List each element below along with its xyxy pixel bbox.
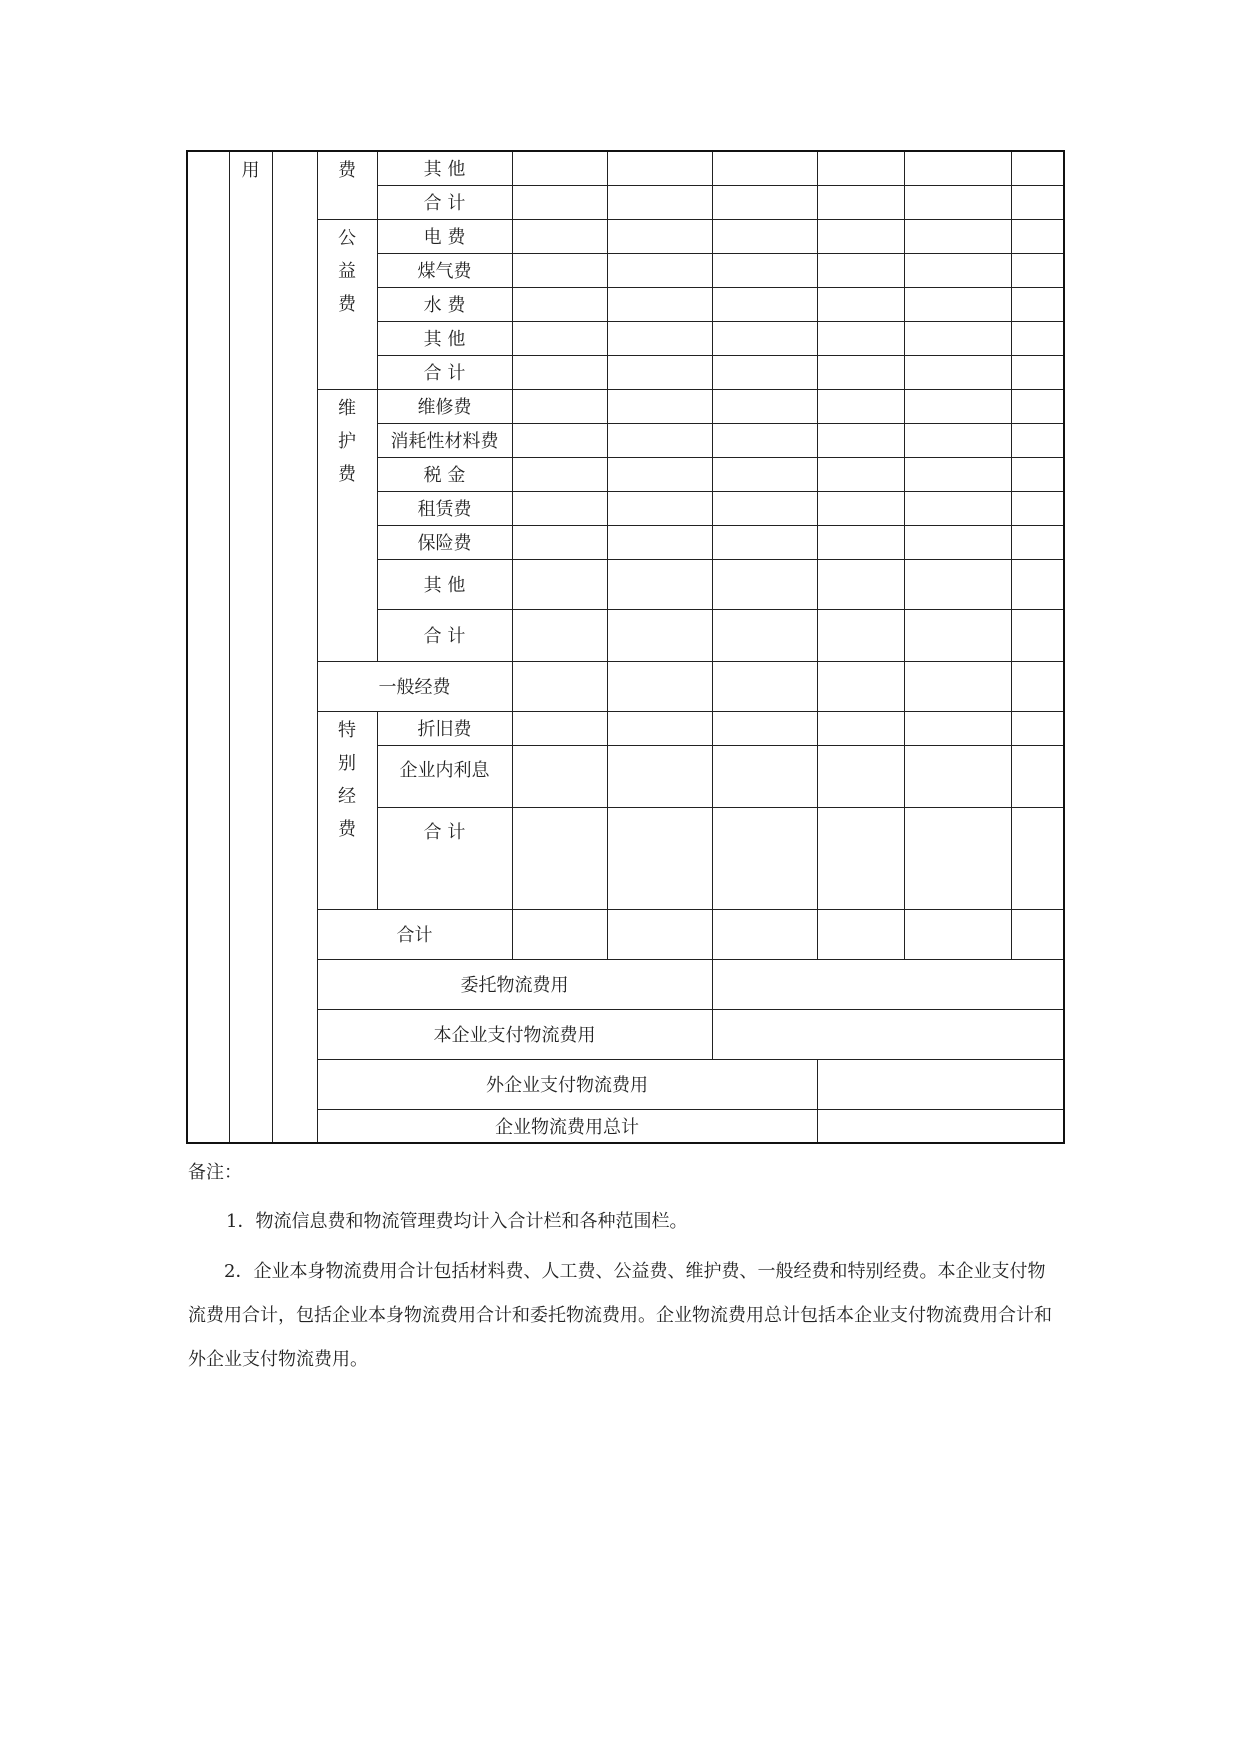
cell-input[interactable] xyxy=(712,807,817,909)
logistics-cost-table xyxy=(186,150,1065,1144)
cell-input[interactable] xyxy=(817,711,904,745)
row-label: 折旧费 xyxy=(377,711,512,745)
cell-input[interactable] xyxy=(512,457,607,491)
cell-input-wide[interactable] xyxy=(817,1059,1064,1109)
cell-input[interactable] xyxy=(512,185,607,219)
row-label: 租赁费 xyxy=(377,491,512,525)
cell-input[interactable] xyxy=(817,559,904,609)
cell-input[interactable] xyxy=(904,525,1011,559)
cell-input[interactable] xyxy=(904,287,1011,321)
cell-input[interactable] xyxy=(904,711,1011,745)
cell-input[interactable] xyxy=(607,559,712,609)
row-label: 电 费 xyxy=(377,219,512,253)
row-label: 本企业支付物流费用 xyxy=(317,1009,712,1059)
cell-input[interactable] xyxy=(1011,287,1064,321)
cell-input[interactable] xyxy=(1011,909,1064,959)
cell-input[interactable] xyxy=(817,355,904,389)
cell-input[interactable] xyxy=(817,151,904,185)
cell-input[interactable] xyxy=(607,151,712,185)
cell-input[interactable] xyxy=(607,525,712,559)
label-fei: 费 xyxy=(317,151,377,219)
cell-input[interactable] xyxy=(1011,389,1064,423)
cell-input[interactable] xyxy=(712,745,817,807)
cell-input[interactable] xyxy=(1011,185,1064,219)
cell-input[interactable] xyxy=(607,423,712,457)
row-label: 其 他 xyxy=(377,559,512,609)
cell-input[interactable] xyxy=(1011,559,1064,609)
cell-input[interactable] xyxy=(712,491,817,525)
cell-input[interactable] xyxy=(512,745,607,807)
cell-input[interactable] xyxy=(712,423,817,457)
label-weihu: 维护费 xyxy=(317,389,377,661)
cell-input-wide[interactable] xyxy=(817,1109,1064,1143)
cell-input[interactable] xyxy=(817,253,904,287)
cell-input[interactable] xyxy=(712,661,817,711)
cell-input[interactable] xyxy=(512,321,607,355)
cell-input[interactable] xyxy=(712,253,817,287)
cell-input[interactable] xyxy=(607,711,712,745)
cell-input[interactable] xyxy=(1011,457,1064,491)
cell-input[interactable] xyxy=(607,491,712,525)
row-label: 合 计 xyxy=(377,355,512,389)
row-label: 其 他 xyxy=(377,151,512,185)
cell-input[interactable] xyxy=(512,525,607,559)
cell-input[interactable] xyxy=(817,321,904,355)
cell-input[interactable] xyxy=(817,457,904,491)
cell-input[interactable] xyxy=(904,909,1011,959)
cell-input[interactable] xyxy=(817,423,904,457)
label-tebie: 特别经费 xyxy=(317,711,377,909)
row-label: 合 计 xyxy=(377,807,512,909)
cell-input[interactable] xyxy=(512,253,607,287)
cell-input[interactable] xyxy=(607,609,712,661)
cell-input[interactable] xyxy=(607,287,712,321)
cell-input[interactable] xyxy=(904,491,1011,525)
cell-input[interactable] xyxy=(904,807,1011,909)
row-label: 税 金 xyxy=(377,457,512,491)
cell-input[interactable] xyxy=(512,151,607,185)
cell-input[interactable] xyxy=(607,389,712,423)
cell-input[interactable] xyxy=(607,185,712,219)
cell-input[interactable] xyxy=(817,525,904,559)
cell-input[interactable] xyxy=(1011,661,1064,711)
cell-input[interactable] xyxy=(1011,807,1064,909)
row-label: 企业物流费用总计 xyxy=(317,1109,817,1143)
cell-input[interactable] xyxy=(512,219,607,253)
cell-input[interactable] xyxy=(712,151,817,185)
cell-input[interactable] xyxy=(607,909,712,959)
cell-input[interactable] xyxy=(607,807,712,909)
cell-input[interactable] xyxy=(904,151,1011,185)
cell-input-wide[interactable] xyxy=(712,959,1064,1009)
cell-input[interactable] xyxy=(904,219,1011,253)
cell-input[interactable] xyxy=(607,219,712,253)
cell-input-wide[interactable] xyxy=(712,1009,1064,1059)
cell-input[interactable] xyxy=(817,807,904,909)
cell-input[interactable] xyxy=(712,711,817,745)
cell-input[interactable] xyxy=(512,389,607,423)
cell-input[interactable] xyxy=(512,559,607,609)
cell-input[interactable] xyxy=(512,423,607,457)
note-item-1: 1．物流信息费和物流管理费均计入合计栏和各种范围栏。 xyxy=(226,1211,688,1232)
cell-input[interactable] xyxy=(512,609,607,661)
cell-input[interactable] xyxy=(817,219,904,253)
cell-input[interactable] xyxy=(904,609,1011,661)
cell-input[interactable] xyxy=(607,661,712,711)
left-margin-col xyxy=(187,151,229,1143)
row-label: 合计 xyxy=(317,909,512,959)
cell-input[interactable] xyxy=(712,355,817,389)
cell-input[interactable] xyxy=(712,525,817,559)
cell-input[interactable] xyxy=(712,609,817,661)
cell-input[interactable] xyxy=(1011,525,1064,559)
cell-input[interactable] xyxy=(512,287,607,321)
cell-input[interactable] xyxy=(1011,219,1064,253)
cell-input[interactable] xyxy=(904,559,1011,609)
row-label: 其 他 xyxy=(377,321,512,355)
cell-input[interactable] xyxy=(904,321,1011,355)
subcategory-col xyxy=(272,151,317,1143)
cell-input[interactable] xyxy=(817,491,904,525)
cell-input[interactable] xyxy=(817,745,904,807)
cell-input[interactable] xyxy=(1011,711,1064,745)
cell-input[interactable] xyxy=(817,185,904,219)
row-label: 煤气费 xyxy=(377,253,512,287)
cell-input[interactable] xyxy=(904,745,1011,807)
row-label: 保险费 xyxy=(377,525,512,559)
cell-input[interactable] xyxy=(712,185,817,219)
cell-input[interactable] xyxy=(512,491,607,525)
note-item-2: 2．企业本身物流费用合计包括材料费、人工费、公益费、维护费、一般经费和特别经费。本企业支付物流费用合计，包括企业本身物流费用合计和委托物流费用。企业物流费用总计包括本企业支付物流费用合计和外企业支付物流费用。 xyxy=(188,1261,1052,1370)
cell-input[interactable] xyxy=(607,253,712,287)
cell-input[interactable] xyxy=(1011,253,1064,287)
cell-input[interactable] xyxy=(712,287,817,321)
cell-input[interactable] xyxy=(817,661,904,711)
cell-input[interactable] xyxy=(904,661,1011,711)
cell-input[interactable] xyxy=(712,389,817,423)
cell-input[interactable] xyxy=(904,185,1011,219)
cell-input[interactable] xyxy=(1011,491,1064,525)
cell-input[interactable] xyxy=(817,609,904,661)
cell-input[interactable] xyxy=(1011,321,1064,355)
row-label: 委托物流费用 xyxy=(317,959,712,1009)
cell-input[interactable] xyxy=(817,909,904,959)
row-label: 维修费 xyxy=(377,389,512,423)
cell-input[interactable] xyxy=(607,457,712,491)
cell-input[interactable] xyxy=(512,355,607,389)
cell-input[interactable] xyxy=(712,321,817,355)
row-label: 企业内利息 xyxy=(377,745,512,807)
cell-input[interactable] xyxy=(1011,609,1064,661)
row-label: 合 计 xyxy=(377,609,512,661)
cell-input[interactable] xyxy=(1011,355,1064,389)
row-label: 水 费 xyxy=(377,287,512,321)
row-label: 合 计 xyxy=(377,185,512,219)
cell-input[interactable] xyxy=(904,253,1011,287)
cell-input[interactable] xyxy=(904,423,1011,457)
cell-input[interactable] xyxy=(512,807,607,909)
label-yong: 用 xyxy=(229,151,272,1143)
cell-input[interactable] xyxy=(512,711,607,745)
cell-input[interactable] xyxy=(607,355,712,389)
row-label: 外企业支付物流费用 xyxy=(317,1059,817,1109)
row-label: 消耗性材料费 xyxy=(377,423,512,457)
cell-input[interactable] xyxy=(712,219,817,253)
notes-title: 备注： xyxy=(188,1162,242,1183)
cell-input[interactable] xyxy=(512,909,607,959)
cell-input[interactable] xyxy=(712,909,817,959)
cell-input[interactable] xyxy=(904,355,1011,389)
cell-input[interactable] xyxy=(817,287,904,321)
cell-input[interactable] xyxy=(712,457,817,491)
cell-input[interactable] xyxy=(817,389,904,423)
cell-input[interactable] xyxy=(1011,423,1064,457)
cell-input[interactable] xyxy=(712,559,817,609)
cell-input[interactable] xyxy=(607,745,712,807)
row-label: 一般经费 xyxy=(317,661,512,711)
cell-input[interactable] xyxy=(607,321,712,355)
cell-input[interactable] xyxy=(1011,745,1064,807)
cell-input[interactable] xyxy=(904,457,1011,491)
cell-input[interactable] xyxy=(1011,151,1064,185)
cell-input[interactable] xyxy=(904,389,1011,423)
label-gongyi: 公益费 xyxy=(317,219,377,389)
cell-input[interactable] xyxy=(512,661,607,711)
